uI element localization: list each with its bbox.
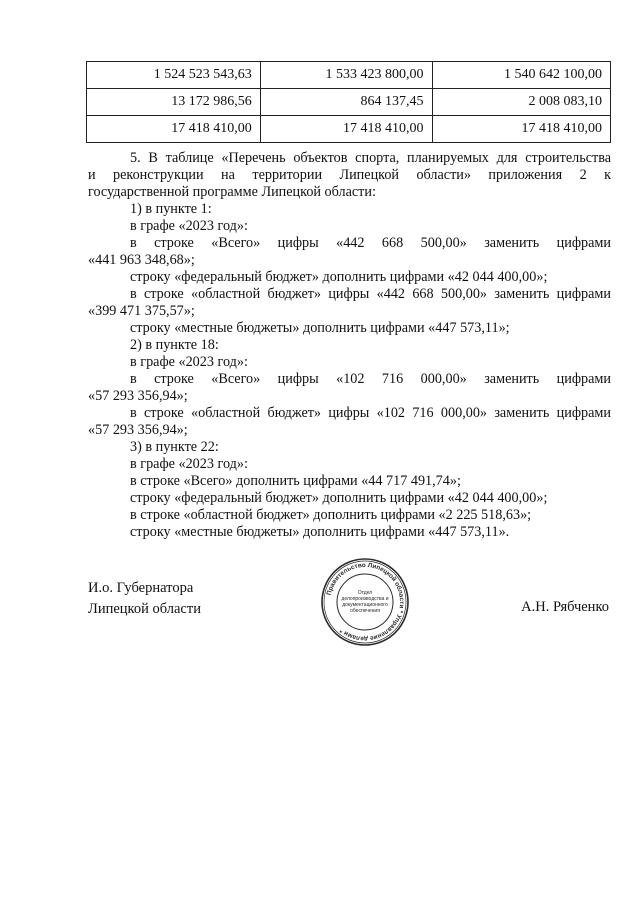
table-cell: 1 540 642 100,00 [432,62,610,89]
seal-inner-text: делопроизводства и [341,596,389,602]
table-cell: 864 137,45 [260,89,432,116]
item-3-line: в строке «областной бюджет» дополнить цифрами «2 225 518,63»; [130,507,532,523]
signatory-title [88,578,201,620]
seal-outer-text: Правительство Липецкой области * Управление делами * [325,561,406,643]
item-2-line: «57 293 356,94»; [88,422,188,438]
table-cell: 17 418 410,00 [432,116,610,143]
official-seal [320,557,410,647]
table-cell: 1 533 423 800,00 [260,62,432,89]
signatory-title-line: Липецкой области [88,601,201,617]
table-cell: 17 418 410,00 [87,116,261,143]
seal-inner-text: документационного [342,602,388,608]
budget-table [86,61,611,143]
item-1-line: в строке «областной бюджет» цифры «442 668 500,00» заменить цифрами [130,286,611,302]
table-cell: 17 418 410,00 [260,116,432,143]
item-1-column: в графе «2023 год»: [130,218,248,234]
item-1-line: строку «местные бюджеты» дополнить цифрами «447 573,11»; [130,320,510,336]
table-row [87,62,611,89]
item-3-line: строку «местные бюджеты» дополнить цифрами «447 573,11». [130,524,510,540]
item-3-heading: 3) в пункте 22: [130,439,219,455]
item-1-line: «399 471 375,57»; [88,303,195,319]
paragraph-5-line: государственной программе Липецкой области: [88,184,376,200]
item-2-line: в строке «областной бюджет» цифры «102 716 000,00» заменить цифрами [130,405,611,421]
paragraph-5-line: 5. В таблице «Перечень объектов спорта, планируемых для строительства [130,150,611,166]
item-3-column: в графе «2023 год»: [130,456,248,472]
table-cell: 1 524 523 543,63 [87,62,261,89]
item-2-line: «57 293 356,94»; [88,388,188,404]
seal-inner-text: Отдел [357,590,373,596]
table-row [87,116,611,143]
item-3-line: строку «федеральный бюджет» дополнить цифрами «42 044 400,00»; [130,490,548,506]
document-body [88,150,611,541]
table-cell: 2 008 083,10 [432,89,610,116]
seal-inner-text: обеспечения [350,608,380,614]
item-1-line: в строке «Всего» цифры «442 668 500,00» заменить цифрами [130,235,611,251]
paragraph-5-line: и реконструкции на территории Липецкой области» приложения 2 к [88,167,611,183]
table-cell: 13 172 986,56 [87,89,261,116]
item-1-line: строку «федеральный бюджет» дополнить цифрами «42 044 400,00»; [130,269,548,285]
item-3-line: в строке «Всего» дополнить цифрами «44 717 491,74»; [130,473,461,489]
item-1-heading: 1) в пункте 1: [130,201,212,217]
item-1-line: «441 963 348,68»; [88,252,195,268]
item-2-line: в строке «Всего» цифры «102 716 000,00» заменить цифрами [130,371,611,387]
signatory-name: А.Н. Рябченко [521,599,609,615]
item-2-heading: 2) в пункте 18: [130,337,219,353]
signatory-title-line: И.о. Губернатора [88,580,194,596]
item-2-column: в графе «2023 год»: [130,354,248,370]
table-row [87,89,611,116]
